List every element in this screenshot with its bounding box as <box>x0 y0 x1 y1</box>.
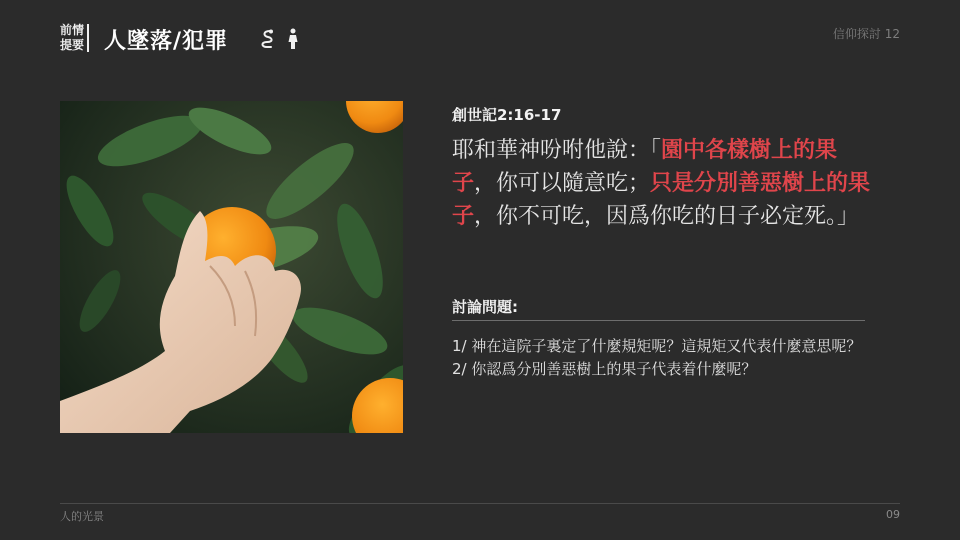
scripture-highlight-1: 園中各樣樹上的果子 <box>452 138 838 196</box>
scripture-text-part5: ，你不可吃，因爲你吃的日子必定死。」 <box>474 204 860 229</box>
scripture-text-part3: ，你可以隨意吃； <box>474 171 651 196</box>
footer-section-label: 人的光景 <box>60 510 104 523</box>
page-title: 人墜落/犯罪 <box>104 29 229 54</box>
scripture-highlight-2: 只是分別善惡樹上的果子 <box>452 171 871 229</box>
header-icons <box>259 28 299 50</box>
question-2: 2/ 你認爲分別善惡樹上的果子代表着什麼呢？ <box>452 360 757 378</box>
discussion-title: 討論問題: <box>452 298 518 316</box>
question-1: 1/ 神在這院子裏定了什麼規矩呢？這規矩又代表什麼意思呢？ <box>452 337 862 355</box>
header-label-line1: 前情 <box>60 23 85 37</box>
header-label <box>60 23 88 53</box>
footer-divider <box>60 503 900 504</box>
header-label-line2: 提要 <box>60 38 85 52</box>
scripture-text-part1: 耶和華神吩咐他說：「 <box>452 138 662 163</box>
scripture-reference: 創世記2:16-17 <box>452 106 562 124</box>
header-divider <box>87 24 89 52</box>
discussion-questions <box>452 335 872 381</box>
page-number: 09 <box>886 508 900 521</box>
serpent-icon <box>259 29 275 49</box>
discussion-divider <box>452 320 865 321</box>
course-label: 信仰探討 12 <box>832 27 900 41</box>
photo-hand-picking-orange <box>60 101 403 433</box>
woman-icon <box>287 28 299 50</box>
scripture-text <box>452 134 872 233</box>
